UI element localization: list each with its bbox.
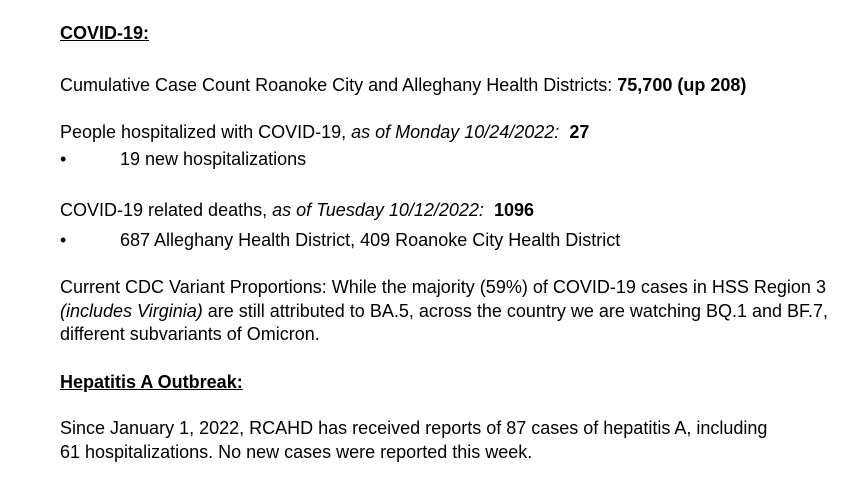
variant-region-note: (includes Virginia)	[60, 300, 203, 321]
deaths-line	[60, 199, 534, 221]
variant-paragraph	[60, 276, 835, 347]
deaths-value: 1096	[493, 200, 534, 220]
hepatitis-heading: Hepatitis A Outbreak:	[60, 372, 243, 392]
case-count-label: Cumulative Case Count Roanoke City and Alleghany Health Districts:	[60, 75, 618, 95]
deaths-label: COVID-19 related deaths,	[60, 200, 273, 220]
hospitalized-bullet-text: 19 new hospitalizations	[120, 149, 307, 169]
variant-text-before: Current CDC Variant Proportions: While the majority (59%) of COVID-19 cases in HSS Region 3	[60, 277, 826, 297]
covid-heading: COVID-19:	[60, 23, 150, 43]
deaths-bullet-text: 687 Alleghany Health District, 409 Roanoke City Health District	[120, 230, 621, 250]
hepatitis-paragraph: Since January 1, 2022, RCAHD has received reports of 87 cases of hepatitis A, including 61 hospitalizations. No new cases were reported this week.	[60, 418, 768, 462]
hospitalized-value: 27	[569, 122, 590, 142]
case-count-value: 75,700 (up 208)	[617, 75, 747, 95]
deaths-as-of: as of Tuesday 10/12/2022:	[272, 200, 484, 220]
variant-text-after: are still attributed to BA.5, across the country we are watching BQ.1 and BF.7, different subvariants of Omicron.	[60, 300, 829, 344]
bullet-icon: •	[60, 149, 67, 169]
hospitalized-as-of: as of Monday 10/24/2022:	[351, 122, 560, 142]
hospitalized-label: People hospitalized with COVID-19,	[60, 122, 352, 142]
bullet-icon: •	[60, 230, 67, 250]
case-count-line	[60, 74, 746, 96]
hospitalized-line	[60, 121, 589, 143]
